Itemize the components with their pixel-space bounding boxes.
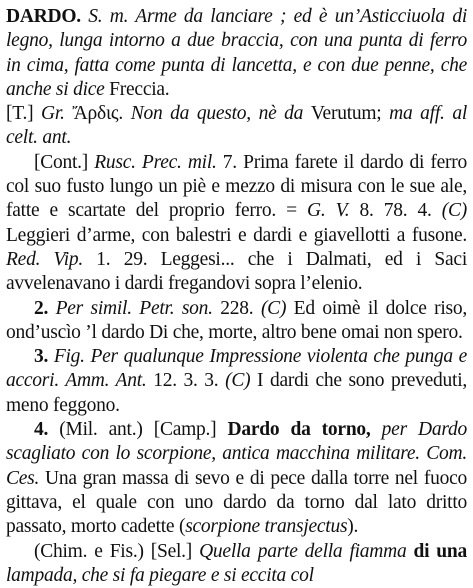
crusca-mark: (C) <box>225 370 251 392</box>
source-gv-number: 8. 78. 4. <box>349 200 442 222</box>
sense-2 <box>6 297 467 346</box>
sense-number: 4. <box>34 419 49 441</box>
citation-text-2: Leggieri d’arme, con balestri e dardi e giavellotti a fusone. <box>6 224 467 246</box>
headword: DARDO. <box>6 6 81 27</box>
latin-gloss: scorpione transjectus <box>185 516 348 538</box>
source-com-ces: Com. Ces. <box>6 443 467 489</box>
term-freccia: Freccia. <box>109 78 170 100</box>
crusca-mark: (C) <box>441 200 468 222</box>
sense-chem <box>6 540 467 588</box>
source-red: Red. Vip. <box>6 248 83 270</box>
tag-camp: [Camp.] <box>142 419 217 441</box>
citation-end: ). <box>347 516 359 538</box>
sense-number: 2. <box>34 297 49 319</box>
phrase-dardo-da-torno: Dardo da torno, <box>216 419 371 441</box>
sense-text: 228. <box>212 297 261 319</box>
sense-text: 12. 3. 3. <box>146 370 226 392</box>
sense-text-2: I dardi che sono preveduti, meno feggono. <box>6 370 467 416</box>
citation-text-3: 1. 29. Leggesi... che i Dalmati, ed i Saci avvelenavano i dardi fregandovi sopra l’elenio. <box>6 248 468 295</box>
etymology-greek-label: Gr. <box>33 103 73 125</box>
term-verutum: Verutum; <box>310 103 382 125</box>
source-gv: G. V. <box>306 200 350 222</box>
sense-citation-block <box>6 151 467 297</box>
etymology-text: Non da questo, nè da <box>123 103 311 125</box>
citation-text: Una gran massa di sevo e di pece dalla torre nel fuoco gittava, el quale con uno dardo da torno dal lato dritto passato, morto cadette ( <box>6 467 467 538</box>
sense-4 <box>6 418 467 539</box>
source-amm: Amm. Ant. <box>58 370 147 392</box>
tag-chim: (Chim. e Fis.) <box>34 540 144 562</box>
sense-definition: Quella parte della fiamma <box>192 540 414 562</box>
crusca-mark: (C) <box>260 297 287 319</box>
phrase-definition: per Dardo scagliato con lo scorpione, antica macchina militare. <box>6 419 467 465</box>
definition-text: S. m. Arme da lanciare ; ed è un’Asticciuola di legno, lunga intorno a due braccia, con una punta di ferro in cima, fatta come punta di lancetta, e con due penne, che anche si dice <box>6 6 467 100</box>
bold-di-una: di una <box>413 540 468 562</box>
tag-cont: [Cont.] <box>34 151 89 173</box>
etymology-greek-word: Ἄρδις. <box>72 103 124 125</box>
sense-label: Per simil. Petr. son. <box>48 297 213 319</box>
tag-sel: [Sel.] <box>143 540 193 562</box>
sense-definition-2: lampada, che si fa piegare e si eccita col <box>6 564 314 586</box>
etymology-tag: [T.] <box>6 103 34 125</box>
tag-mil: (Mil. ant.) <box>48 419 143 441</box>
sense-number: 3. <box>34 346 49 368</box>
entry-definition <box>6 5 467 151</box>
sense-3 <box>6 345 467 418</box>
citation-text: 7. Prima farete il dardo di ferro col suo fusto lungo un piè e mezzo di misura con le sue ale, fatte e scartate del proprio ferro. = <box>6 151 467 222</box>
source-rusc: Rusc. Prec. mil. <box>88 151 217 173</box>
etymology-end: ma aff. al celt. ant. <box>6 103 467 149</box>
sense-label: Fig. Per qualunque Impressione violenta che punga e accori. <box>6 346 467 392</box>
sense-text-2: Ed oimè il dolce riso, ond’uscìo ’l dardo Di che, morte, altro bene omai non spero. <box>6 297 467 343</box>
